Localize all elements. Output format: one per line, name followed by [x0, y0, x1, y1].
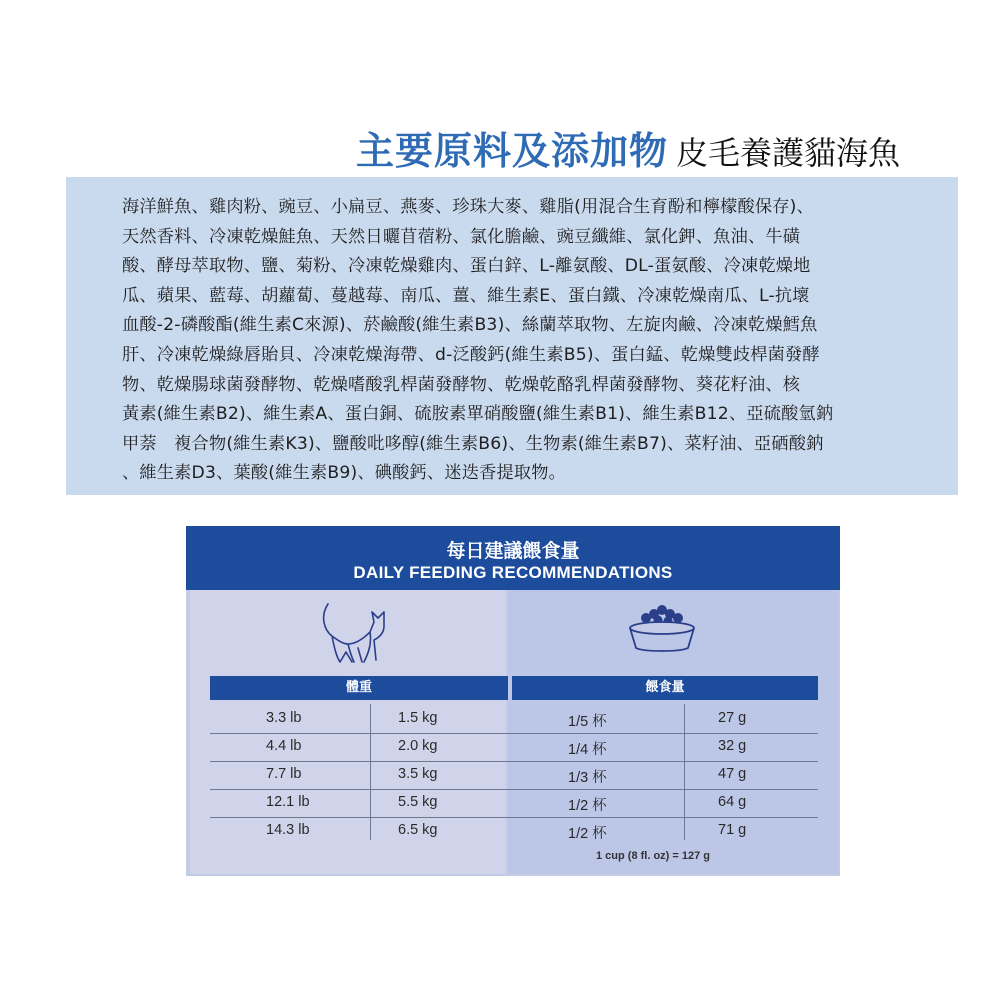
amount-grams: 32 g	[718, 738, 747, 754]
weight-lb: 14.3 lb	[266, 822, 310, 838]
amount-cup: 1/2 杯	[568, 826, 607, 842]
weight-kg: 6.5 kg	[398, 822, 438, 838]
ingredients-line: 天然香料、冷凍乾燥鮭魚、天然日曬苜蓿粉、氯化膽鹼、豌豆纖維、氯化鉀、魚油、牛磺	[122, 226, 801, 247]
table-row	[210, 734, 818, 761]
weight-lb: 4.4 lb	[266, 738, 302, 754]
ingredients-line: 黃素(維生素B2)、維生素A、蛋白銅、硫胺素單硝酸鹽(維生素B1)、維生素B12、亞硫酸氫鈉	[122, 404, 834, 425]
title-product-name: 皮毛養護貓海魚	[675, 134, 900, 172]
amount-grams: 27 g	[718, 710, 747, 726]
table-row	[210, 762, 818, 789]
page-title	[0, 120, 900, 175]
title-main: 主要原料及添加物	[355, 129, 668, 173]
table-row	[210, 706, 818, 733]
amount-cup: 1/5 杯	[568, 714, 607, 730]
amount-grams: 64 g	[718, 794, 747, 810]
weight-lb: 7.7 lb	[266, 766, 302, 782]
weight-kg: 1.5 kg	[398, 710, 438, 726]
ingredients-line: 肝、冷凍乾燥綠唇貽貝、冷凍乾燥海帶、d-泛酸鈣(維生素B5)、蛋白錳、乾燥雙歧桿菌發酵	[122, 344, 820, 365]
weight-kg: 3.5 kg	[398, 766, 438, 782]
ingredients-text	[122, 193, 918, 489]
amount-cup: 1/4 杯	[568, 742, 607, 758]
amount-cup: 1/2 杯	[568, 798, 607, 814]
ingredients-line: 血酸-2-磷酸酯(維生素C來源)、菸鹼酸(維生素B3)、絲蘭萃取物、左旋肉鹼、冷凍乾燥鱈魚	[122, 315, 818, 336]
food-bowl-icon	[624, 604, 700, 654]
amount-grams: 47 g	[718, 766, 747, 782]
cup-conversion-note: 1 cup (8 fl. oz) = 127 g	[596, 850, 711, 862]
feeding-header	[186, 526, 840, 590]
amount-grams: 71 g	[718, 822, 747, 838]
amount-cup: 1/3 杯	[568, 770, 607, 786]
weight-kg: 2.0 kg	[398, 738, 438, 754]
weight-lb: 12.1 lb	[266, 794, 310, 810]
ingredients-box	[66, 177, 958, 495]
table-row	[210, 790, 818, 817]
header-weight: 體重	[210, 676, 508, 700]
ingredients-line: 酸、酵母萃取物、鹽、菊粉、冷凍乾燥雞肉、蛋白鋅、L-離氨酸、DL-蛋氨酸、冷凍乾燥地	[122, 256, 811, 277]
ingredients-line: 瓜、蘋果、藍莓、胡蘿蔔、蔓越莓、南瓜、薑、維生素E、蛋白鐵、冷凍乾燥南瓜、L-抗壞	[122, 285, 810, 306]
header-feeding-amount: 餵食量	[512, 676, 818, 700]
feeding-title-zh: 每日建議餵食量	[446, 540, 580, 562]
ingredients-line: 、維生素D3、葉酸(維生素B9)、碘酸鈣、迷迭香提取物。	[122, 463, 567, 484]
ingredients-line: 海洋鮮魚、雞肉粉、豌豆、小扁豆、燕麥、珍珠大麥、雞脂(用混合生育酚和檸檬酸保存)、	[122, 197, 814, 217]
ingredients-line: 甲萘 複合物(維生素K3)、鹽酸吡哆醇(維生素B6)、生物素(維生素B7)、菜籽油、亞硒酸鈉	[122, 433, 824, 454]
cat-icon	[318, 598, 390, 668]
table-row	[210, 818, 818, 845]
weight-kg: 5.5 kg	[398, 794, 438, 810]
weight-lb: 3.3 lb	[266, 710, 302, 726]
ingredients-line: 物、乾燥腸球菌發酵物、乾燥嗜酸乳桿菌發酵物、乾燥乾酪乳桿菌發酵物、葵花籽油、核	[122, 374, 801, 395]
feeding-title-en: DAILY FEEDING RECOMMENDATIONS	[353, 563, 673, 582]
